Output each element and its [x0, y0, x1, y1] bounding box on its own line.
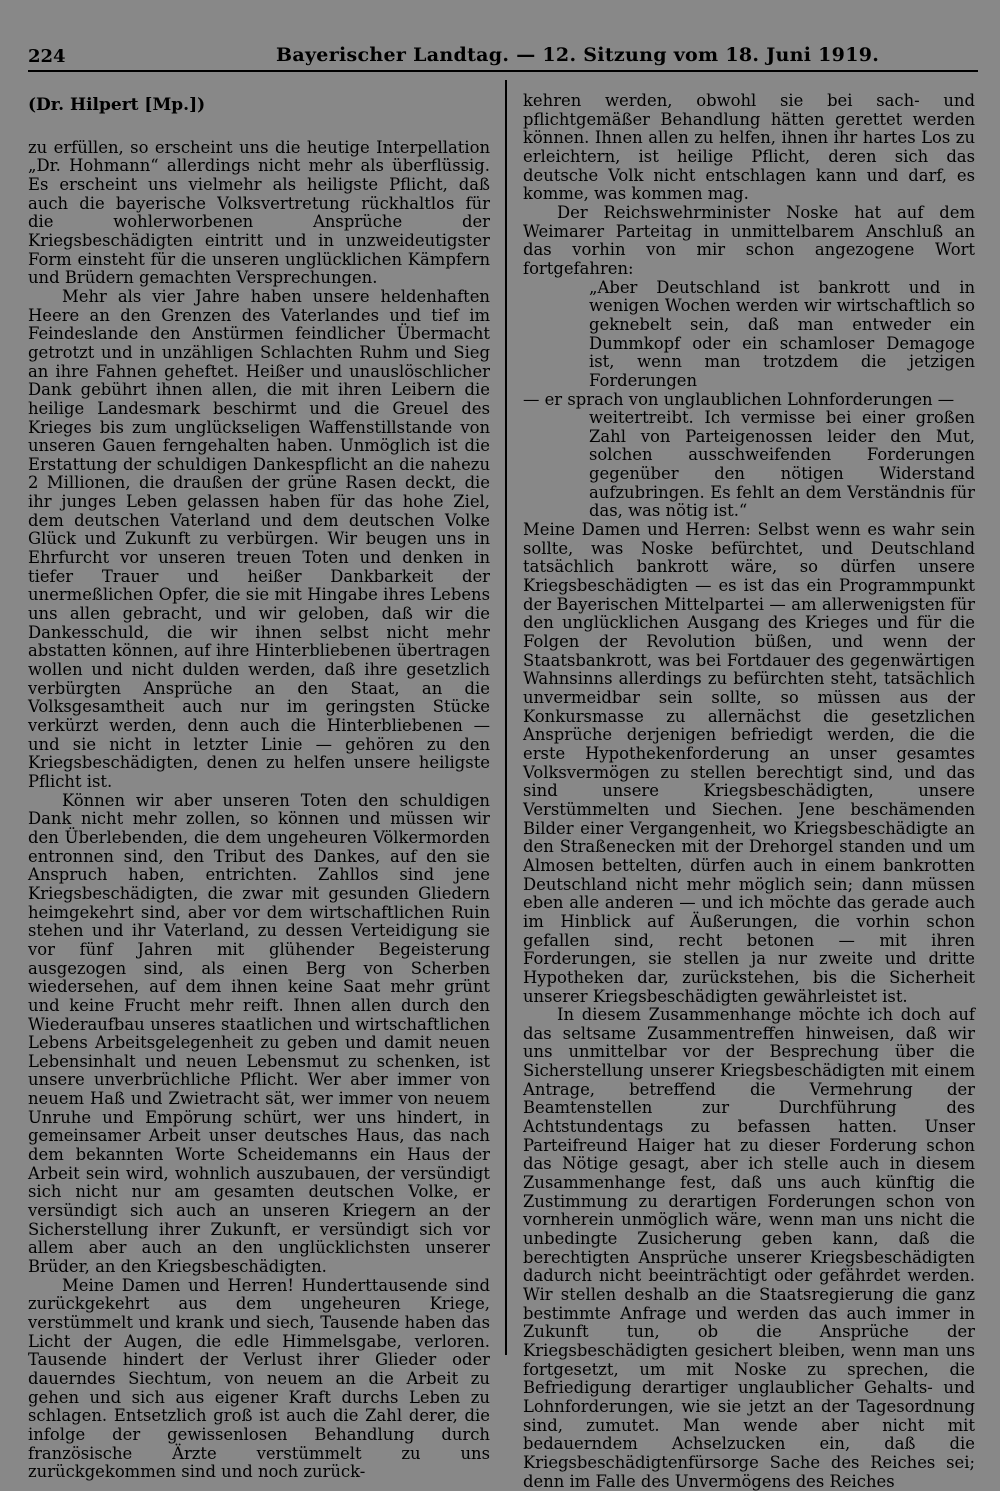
right-column: [523, 91, 975, 1491]
running-title: Bayerischer Landtag. — 12. Sitzung vom 18. Juni 1919.: [276, 44, 880, 66]
paragraph: Mehr als vier Jahre haben unsere heldenhaften Heere an den Grenzen des Vaterlandes und tief im Feindeslande den Anstürmen feindlicher Übermacht getrotzt und in unzähligen Schlachten Ruhm und Sieg an ihre Fahnen geheftet. Heißer und unauslöschlicher Dank gebührt ihnen allen, die mit ihren Leibern die heilige Landesmark beschirmt und die Greuel des Krieges bis zum unglückseligen Waffenstillstande von unseren Gauen ferngehalten haben. Unmöglich ist die Erstattung der schuldigen Dankespflicht an die nahezu 2 Millionen, die draußen der grüne Rasen deckt, die ihr junges Leben gelassen haben für das hohe Ziel, dem deutschen Vaterland und dem deutschen Volke Glück und Zukunft zu verbürgen. Wir beugen uns in Ehrfurcht vor unseren treuen Toten und denken in tiefer Trauer und heißer Dankbarkeit der unermeßlichen Opfer, die sie mit Hingabe ihres Lebens uns allen gebracht, und wir geloben, daß wir die Dankesschuld, die wir ihnen selbst nicht mehr abstatten können, auf ihre Hinterbliebenen übertragen wollen und nicht dulden werden, daß ihre gesetzlich verbürgten Ansprüche an den Staat, an die Volksgesamtheit auch nur im geringsten Stücke verkürzt werden, denn auch die Hinterbliebenen — und sie nicht in letzter Linie — gehören zu den Kriegsbeschädigten, denen zu helfen unsere heiligste Pflicht ist.: [28, 286, 490, 791]
quotation: „Aber Deutschland ist bankrott und in wenigen Wochen werden wir wirtschaftlich so geknebelt sein, daß man entweder ein Dummkopf oder ein schamloser Demagoge ist, wenn man trotzdem die jetzigen Forderungen: [589, 277, 975, 390]
paragraph: Der Reichswehrminister Noske hat auf dem Weimarer Parteitag in unmittelbarem Anschluß an das vorhin von mir schon angezogene Wort fortgefahren:: [523, 202, 975, 278]
interjection: — er sprach von unglaublichen Lohnforderungen —: [523, 389, 955, 409]
paragraph: Meine Damen und Herren: Selbst wenn es wahr sein sollte, was Noske befürchtet, und Deutschland tatsächlich bankrott wäre, so dürfen unsere Kriegsbeschädigten — es ist das ein Programmpunkt der Bayerischen Mittelpartei — am allerwenigsten für den unglücklichen Ausgang des Krieges und für die Folgen der Revolution büßen, und wenn der Staatsbankrott, was bei Fortdauer des gegenwärtigen Wahnsinns allerdings zu befürchten steht, tatsächlich unvermeidbar sein sollte, so müssen aus der Konkursmasse zu allernächst die gesetzlichen Ansprüche derjenigen befriedigt werden, die die erste Hypothekenforderung an unser gesamtes Volksvermögen zu stellen berechtigt sind, und das sind unsere Kriegsbeschädigten, unsere Verstümmelten und Siechen. Jene beschämenden Bilder einer Vergangenheit, wo Kriegsbeschädigte an den Straßenecken mit der Drehorgel standen und um Almosen bettelten, dürfen auch in einem bankrotten Deutschland nicht mehr möglich sein; dann müssen eben alle anderen — und ich möchte das gerade auch im Hinblick auf Äußerungen, die vorhin schon gefallen sind, recht betonen — mit ihren Forderungen, sie stellen ja nur zweite und dritte Hypotheken dar, zurückstehen, bis die Sicherheit unserer Kriegsbeschädigten gewährleistet ist.: [523, 520, 975, 1006]
paragraph: kehren werden, obwohl sie bei sach- und pflichtgemäßer Behandlung hätten gerettet werden können. Ihnen allen zu helfen, ihnen ihr hartes Los zu erleichtern, ist heilige Pflicht, deren sich das deutsche Volk nicht entschlagen kann und darf, es komme, was kommen mag.: [523, 91, 975, 204]
page-header: [28, 40, 978, 72]
quotation: weitertreibt. Ich vermisse bei einer großen Zahl von Parteigenossen leider den Mut, solchen ausschweifenden Forderungen gegenüber den nötigen Widerstand aufzubringen. Es fehlt an dem Verständnis für das, was nötig ist.“: [589, 408, 975, 521]
paragraph: In diesem Zusammenhange möchte ich doch auf das seltsame Zusammentreffen hinweisen, daß wir uns unmittelbar vor der Besprechung über die Sicherstellung unserer Kriegsbeschädigten mit einem Antrage, betreffend die Vermehrung der Beamtenstellen zur Durchführung des Achtstundentags zu befassen hatten. Unser Parteifreund Haiger hat zu dieser Forderung schon das Nötige gesagt, aber ich stelle auch in diesem Zusammenhange fest, daß uns auch künftig die Zustimmung zu derartigen Forderungen schon von vornherein unmöglich wäre, wenn man uns nicht die unbedingte Zusicherung geben kann, daß die berechtigten Ansprüche unserer Kriegsbeschädigten dadurch nicht beeinträchtigt oder gefährdet werden. Wir stellen deshalb an die Staatsregierung die ganz bestimmte Anfrage und werden das auch immer in Zukunft tun, ob die Ansprüche der Kriegsbeschädigten gesichert bleiben, wenn man uns fortgesetzt, um mit Noske zu sprechen, die Befriedigung derartiger unglaublicher Gehalts- und Lohnforderungen, wie sie jetzt an der Tagesordnung sind, zumutet. Man wende aber nicht mit bedauerndem Achselzucken ein, daß die Kriegsbeschädigtenfürsorge Sache des Reiches sei; denn im Falle des Unvermögens des Reiches: [523, 1005, 975, 1491]
page-number: 224: [28, 46, 66, 67]
paragraph: Können wir aber unseren Toten den schuldigen Dank nicht mehr zollen, so können und müssen wir den Überlebenden, die dem ungeheuren Völkermorden entronnen sind, den Tribut des Dankes, auf den sie Anspruch haben, entrichten. Zahllos sind jene Kriegsbeschädigten, die zwar mit gesunden Gliedern heimgekehrt sind, aber vor dem wirtschaftlichen Ruin stehen und ihr Vaterland, zu dessen Verteidigung sie vor fünf Jahren mit glühender Begeisterung ausgezogen sind, als einen Berg von Scherben wiedersehen, auf dem ihnen keine Saat mehr grünt und keine Frucht mehr reift. Ihnen allen durch den Wiederaufbau unseres staatlichen und wirtschaftlichen Lebens Arbeitsgelegenheit zu geben und damit neuen Lebensinhalt und neuen Lebensmut zu schenken, ist unsere unverbrüchliche Pflicht. Wer aber immer von neuem Haß und Zwietracht sät, wer immer von neuem Unruhe und Empörung schürt, wer uns hindert, in gemeinsamer Arbeit unser deutsches Haus, das nach dem bekannten Worte Scheidemanns ein Haus der Arbeit sein wird, wohnlich auszubauen, der versündigt sich nicht nur am gesamten deutschen Volke, er versündigt sich auch an unseren Kriegern an der Sicherstellung ihrer Zukunft, er versündigt sich vor allem aber auch an den unglücklichsten unserer Brüder, an den Kriegsbeschädigten.: [28, 790, 490, 1277]
column-divider: [505, 80, 507, 1355]
left-column: [28, 92, 490, 1482]
paragraph: zu erfüllen, so erscheint uns die heutige Interpellation „Dr. Hohmann“ allerdings nicht mehr als überflüssig. Es erscheint uns vielmehr als heiligste Pflicht, daß auch die bayerische Volksvertretung rückhaltlos für die wohlerworbenen Ansprüche der Kriegsbeschädigten eintritt und in unzweideutigster Form einsteht für die unseren unglücklichen Kämpfern und Brüdern gemachten Versprechungen.: [28, 137, 490, 288]
paragraph: Meine Damen und Herren! Hunderttausende sind zurückgekehrt aus dem ungeheuren Kriege, verstümmelt und krank und siech, Tausende haben das Licht der Augen, die edle Himmelsgabe, verloren. Tausende hindert der Verlust ihrer Glieder oder dauerndes Siechtum, von neuem an die Arbeit zu gehen und sich aus eigener Kraft durchs Leben zu schlagen. Entsetzlich groß ist auch die Zahl derer, die infolge der gewissenlosen Behandlung durch französische Ärzte verstümmelt zu uns zurückgekommen sind und noch zurück-: [28, 1275, 490, 1482]
speaker-label: (Dr. Hilpert [Mp.]): [28, 95, 206, 115]
